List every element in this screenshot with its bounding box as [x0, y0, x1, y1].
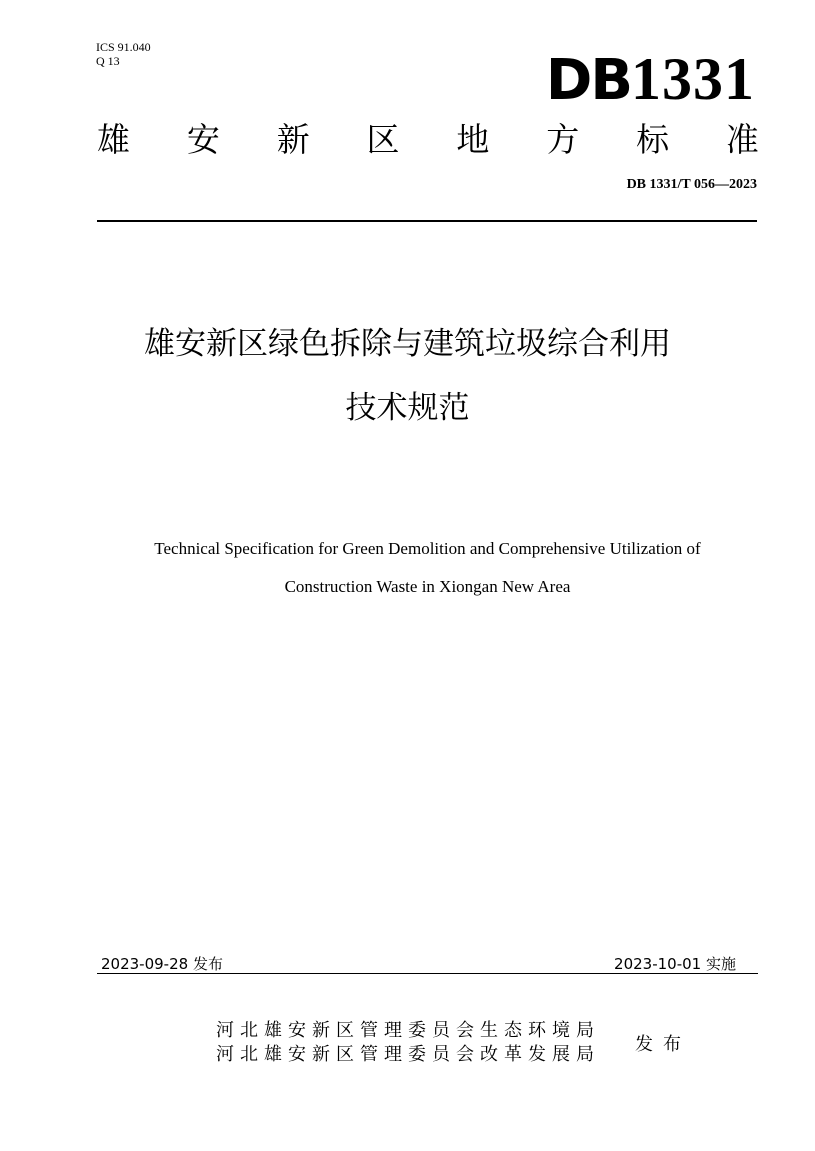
- title-en-line-2: Construction Waste in Xiongan New Area: [284, 577, 571, 596]
- issuer-2: 河北雄安新区管理委员会改革发展局: [216, 1044, 600, 1065]
- ccs-code: Q 13: [96, 54, 120, 68]
- standard-type-char: 地: [456, 120, 490, 159]
- document-title-english: [0, 530, 815, 606]
- issuer-1: 河北雄安新区管理委员会生态环境局: [216, 1020, 600, 1041]
- standard-type-char: 标: [636, 120, 670, 159]
- standard-type-char: 准: [725, 120, 759, 159]
- title-cn-line-2: 技术规范: [345, 390, 470, 426]
- issuing-authorities: [216, 1019, 600, 1067]
- standard-type-char: 区: [366, 120, 400, 159]
- classification-codes: [96, 40, 151, 68]
- issue-label: 发布: [635, 1034, 691, 1055]
- db-logo: [546, 44, 755, 116]
- document-title-chinese: [0, 312, 815, 440]
- ics-code: ICS 91.040: [96, 40, 151, 54]
- header-divider: [97, 220, 757, 222]
- publish-date: 2023-09-28 发布: [101, 955, 223, 973]
- footer-divider: [97, 973, 758, 974]
- standard-type-char: 方: [546, 120, 580, 159]
- standard-type-char: 雄: [97, 120, 130, 159]
- db-logo-letters: DB: [545, 48, 631, 113]
- implement-date: 2023-10-01 实施: [614, 955, 736, 973]
- db-logo-number: 1331: [631, 46, 755, 112]
- standard-type-char: 新: [276, 120, 310, 159]
- title-en-line-1: Technical Specification for Green Demolition and Comprehensive Utilization of: [154, 539, 701, 558]
- standard-type-char: 安: [186, 120, 220, 159]
- title-cn-line-1: 雄安新区绿色拆除与建筑垃圾综合利用: [144, 326, 671, 362]
- standard-number: DB 1331/T 056—2023: [626, 177, 757, 192]
- standard-type-heading: [97, 118, 759, 162]
